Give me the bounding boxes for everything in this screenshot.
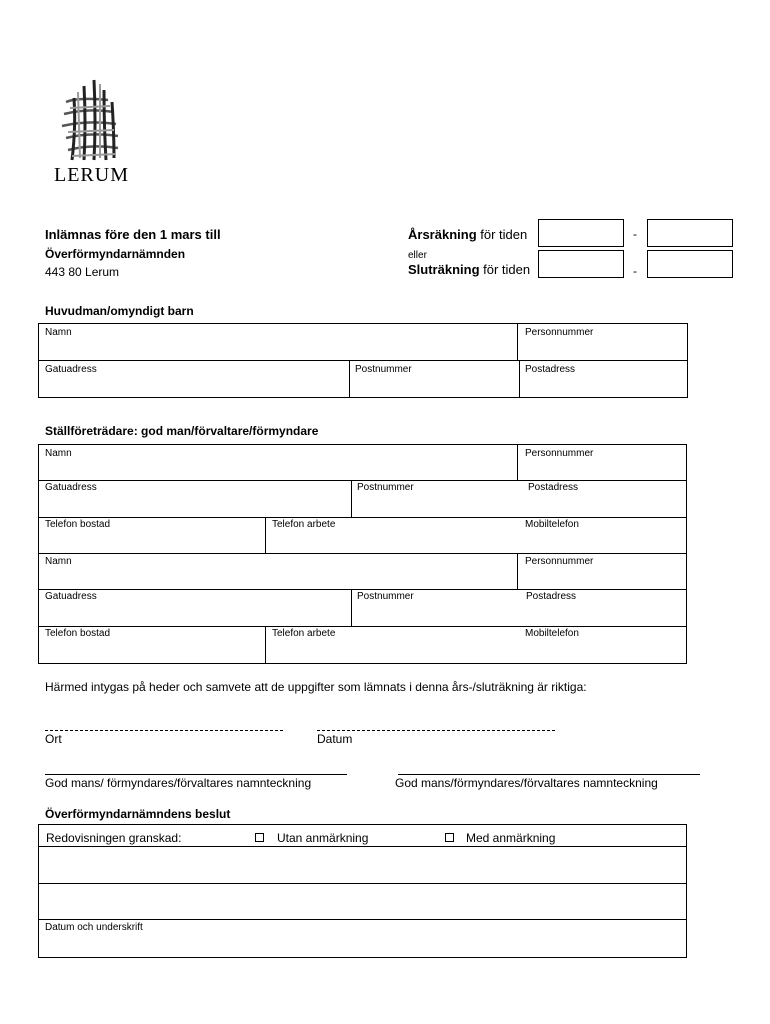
utan-anmarkning-checkbox[interactable] [255,833,264,842]
huvudman-gatuadress-label: Gatuadress [45,364,97,375]
slutrakning-bold: Sluträkning [408,262,480,277]
stall1-mobiltelefon-label: Mobiltelefon [525,519,579,530]
datum-signature-line[interactable] [317,730,555,731]
signature-right-label: God mans/förmyndares/förvaltares namnteckning [395,776,658,790]
stall1-personnummer-field[interactable] [518,445,686,480]
slutrakning-for-tiden: för tiden [483,262,531,277]
beslut-notes-row-1[interactable] [39,847,686,883]
huvudman-table [38,323,688,398]
submit-before-heading: Inlämnas före den 1 mars till [45,227,221,242]
stall2-namn-label: Namn [45,556,72,567]
stall1-namn-field[interactable] [39,445,517,480]
stall1-mobiltelefon-field[interactable] [518,518,686,553]
huvudman-heading: Huvudman/omyndigt barn [45,304,194,318]
huvudman-namn-label: Namn [45,327,72,338]
stall1-postnummer-label: Postnummer [357,482,414,493]
ort-label: Ort [45,732,62,746]
granskad-label: Redovisningen granskad: [46,831,182,845]
stall2-telefon-arbete-label: Telefon arbete [272,628,336,639]
arsrakning-dash: - [633,227,637,241]
stall2-telefon-bostad-label: Telefon bostad [45,628,111,639]
utan-anmarkning-label: Utan anmärkning [277,831,369,845]
med-anmarkning-label: Med anmärkning [466,831,556,845]
stallforetradare-heading: Ställföreträdare: god man/förvaltare/förmyndare [45,424,319,438]
huvudman-gatuadress-field[interactable] [39,361,349,398]
stall1-namn-label: Namn [45,448,72,459]
datum-underskrift-field[interactable] [39,920,686,957]
huvudman-postadress-label: Postadress [525,364,576,375]
stall2-postadress-field[interactable] [522,590,686,626]
huvudman-postnummer-field[interactable] [350,361,519,398]
stall2-personnummer-field[interactable] [518,554,686,589]
signature-left-label: God mans/ förmyndares/förvaltares namnteckning [45,776,312,790]
stall1-postadress-label: Postadress [528,482,579,493]
stall1-personnummer-label: Personnummer [525,448,594,459]
datum-underskrift-label: Datum och underskrift [45,922,143,933]
datum-label: Datum [317,732,353,746]
slutrakning-dash: - [633,264,637,278]
stall2-mobiltelefon-field[interactable] [518,627,686,663]
stall1-telefon-bostad-label: Telefon bostad [45,519,111,530]
lerum-logo-graphic [48,72,134,164]
stall2-telefon-bostad-field[interactable] [39,627,265,663]
signature-left-line[interactable] [45,774,347,775]
arsrakning-label [408,227,527,242]
certification-text: Härmed intygas på heder och samvete att de uppgifter som lämnats i denna års-/sluträkning är riktiga: [45,680,587,694]
huvudman-postadress-field[interactable] [520,361,687,398]
arsrakning-bold: Årsräkning [408,227,477,242]
stall1-gatuadress-field[interactable] [39,481,351,517]
stallforetradare-table [38,444,687,664]
stall1-telefon-bostad-field[interactable] [39,518,265,553]
slutrakning-from-input[interactable] [538,250,624,278]
arsrakning-for-tiden: för tiden [480,227,528,242]
stall2-postnummer-field[interactable] [352,590,522,626]
stall1-postadress-field[interactable] [522,481,686,517]
stall2-namn-field[interactable] [39,554,517,589]
authority-name: Överförmyndarnämnden [45,247,186,261]
stall1-postnummer-field[interactable] [352,481,522,517]
huvudman-personnummer-field[interactable] [518,324,687,360]
huvudman-postnummer-label: Postnummer [355,364,412,375]
stall2-postnummer-label: Postnummer [357,591,414,602]
ort-signature-line[interactable] [45,730,283,731]
huvudman-personnummer-label: Personnummer [525,327,594,338]
stall1-telefon-arbete-label: Telefon arbete [272,519,336,530]
stall2-postadress-label: Postadress [526,591,577,602]
stall2-personnummer-label: Personnummer [525,556,594,567]
authority-address: 443 80 Lerum [45,265,120,279]
stall1-gatuadress-label: Gatuadress [45,482,97,493]
stall2-mobiltelefon-label: Mobiltelefon [525,628,579,639]
beslut-table [38,824,687,958]
logo-wordmark: LERUM [54,164,129,186]
slutrakning-label [408,262,530,277]
beslut-heading: Överförmyndarnämndens beslut [45,807,231,821]
stall2-telefon-arbete-field[interactable] [266,627,518,663]
med-anmarkning-checkbox[interactable] [445,833,454,842]
slutrakning-to-input[interactable] [647,250,733,278]
arsrakning-from-input[interactable] [538,219,624,247]
huvudman-namn-field[interactable] [39,324,517,360]
beslut-notes-row-2[interactable] [39,884,686,919]
stall2-gatuadress-field[interactable] [39,590,351,626]
signature-right-line[interactable] [398,774,700,775]
arsrakning-to-input[interactable] [647,219,733,247]
stall1-telefon-arbete-field[interactable] [266,518,518,553]
stall2-gatuadress-label: Gatuadress [45,591,97,602]
eller-text: eller [408,250,427,261]
lerum-logo [48,72,134,190]
